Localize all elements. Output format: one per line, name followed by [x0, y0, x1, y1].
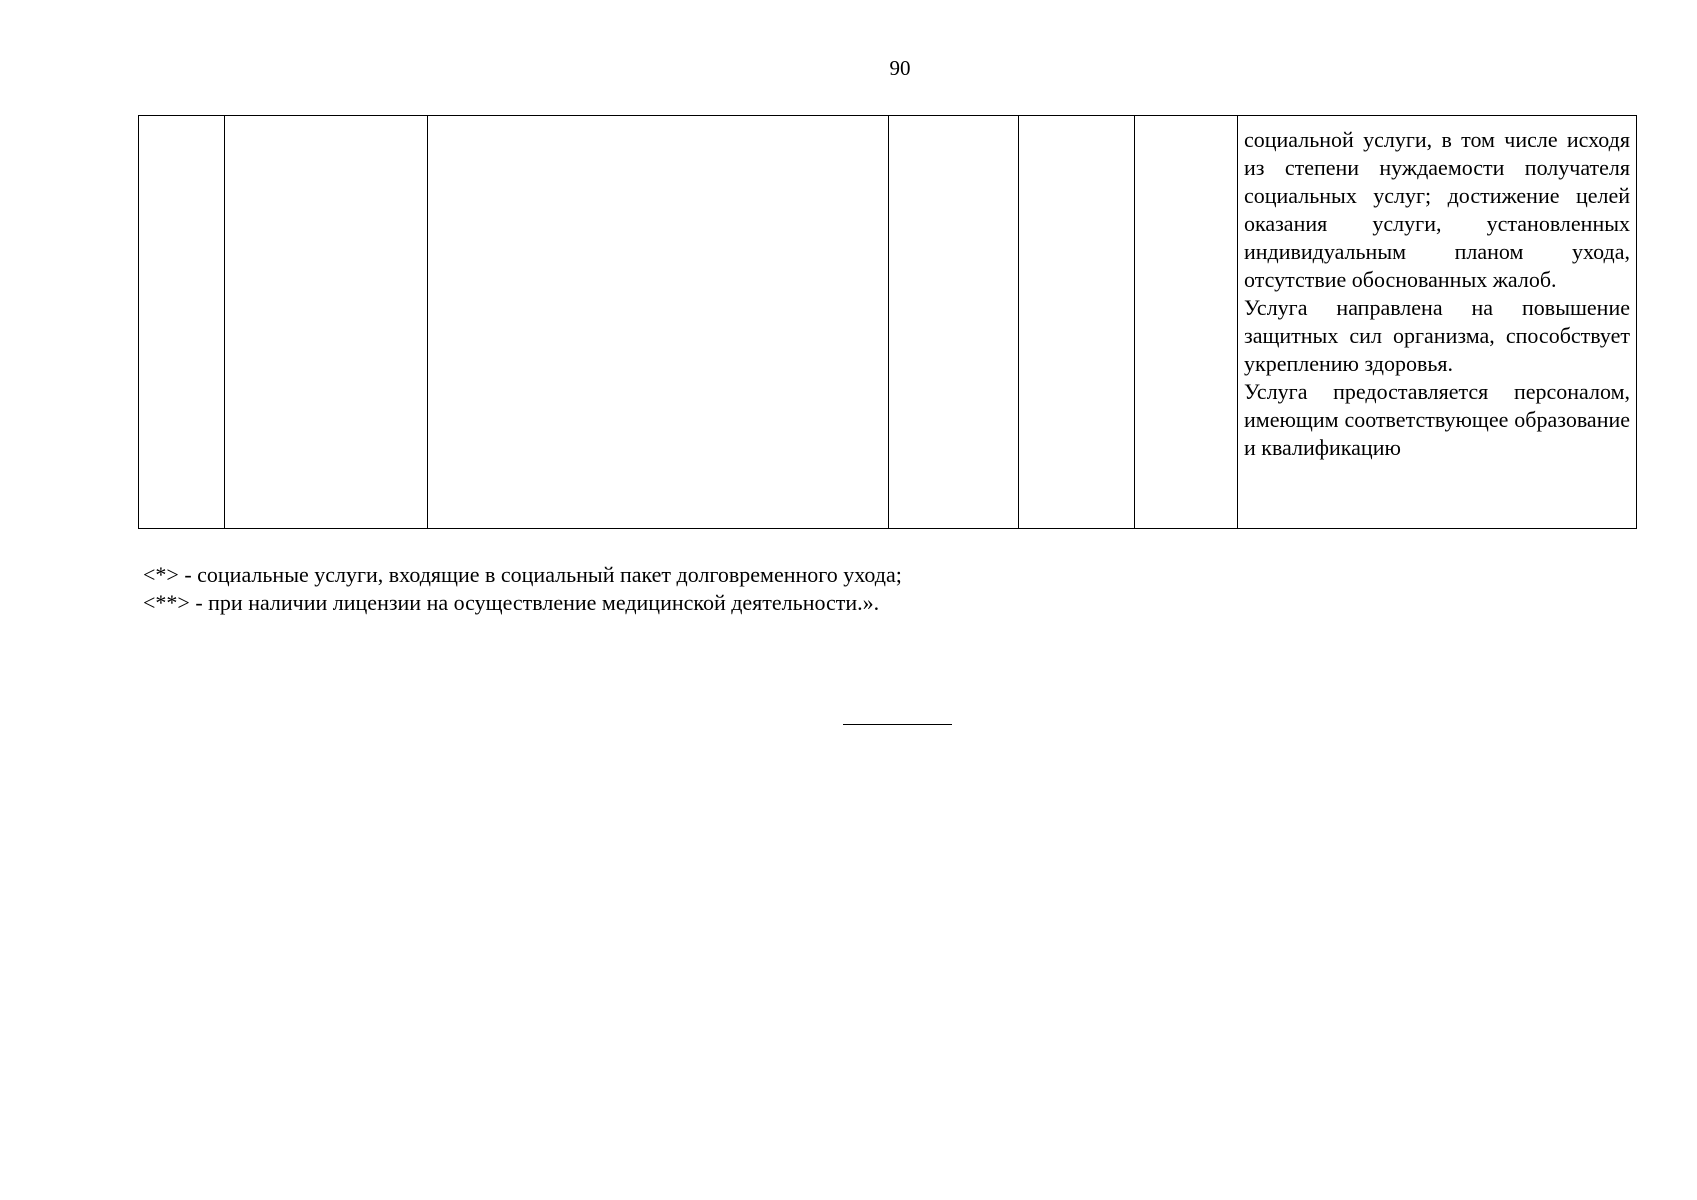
page-number: 90	[889, 56, 911, 80]
description-paragraph: Услуга направлена на повышение защитных сил организма, способствует укреплению здоровья.	[1244, 295, 1630, 376]
description-paragraph: социальной услуги, в том числе исходя из степени нуждаемости получателя социальных услуг; достижение целей оказания услуги, установленных индивидуальным планом ухода, отсутствие обоснованных жалоб.	[1244, 127, 1630, 292]
table-cell-quality-indicators	[1238, 116, 1637, 529]
end-of-document-rule	[843, 724, 952, 725]
table-cell-number	[139, 116, 225, 529]
table-cell-service-name	[225, 116, 428, 529]
quality-indicators-text	[1238, 116, 1636, 462]
table-row	[139, 116, 1637, 529]
footnote: <**> - при наличии лицензии на осуществление медицинской деятельности.».	[143, 590, 880, 615]
description-paragraph: Услуга предоставляется персоналом, имеющим соответствующее образование и квалификацию	[1244, 379, 1630, 460]
table-cell-unit	[1019, 116, 1135, 529]
table-cell-service-description	[428, 116, 889, 529]
table-cell-conditions	[1135, 116, 1238, 529]
footnote: <*> - социальные услуги, входящие в социальный пакет долговременного ухода;	[143, 562, 902, 587]
table-cell-duration	[889, 116, 1019, 529]
footnotes	[143, 561, 902, 617]
services-table	[138, 115, 1637, 529]
